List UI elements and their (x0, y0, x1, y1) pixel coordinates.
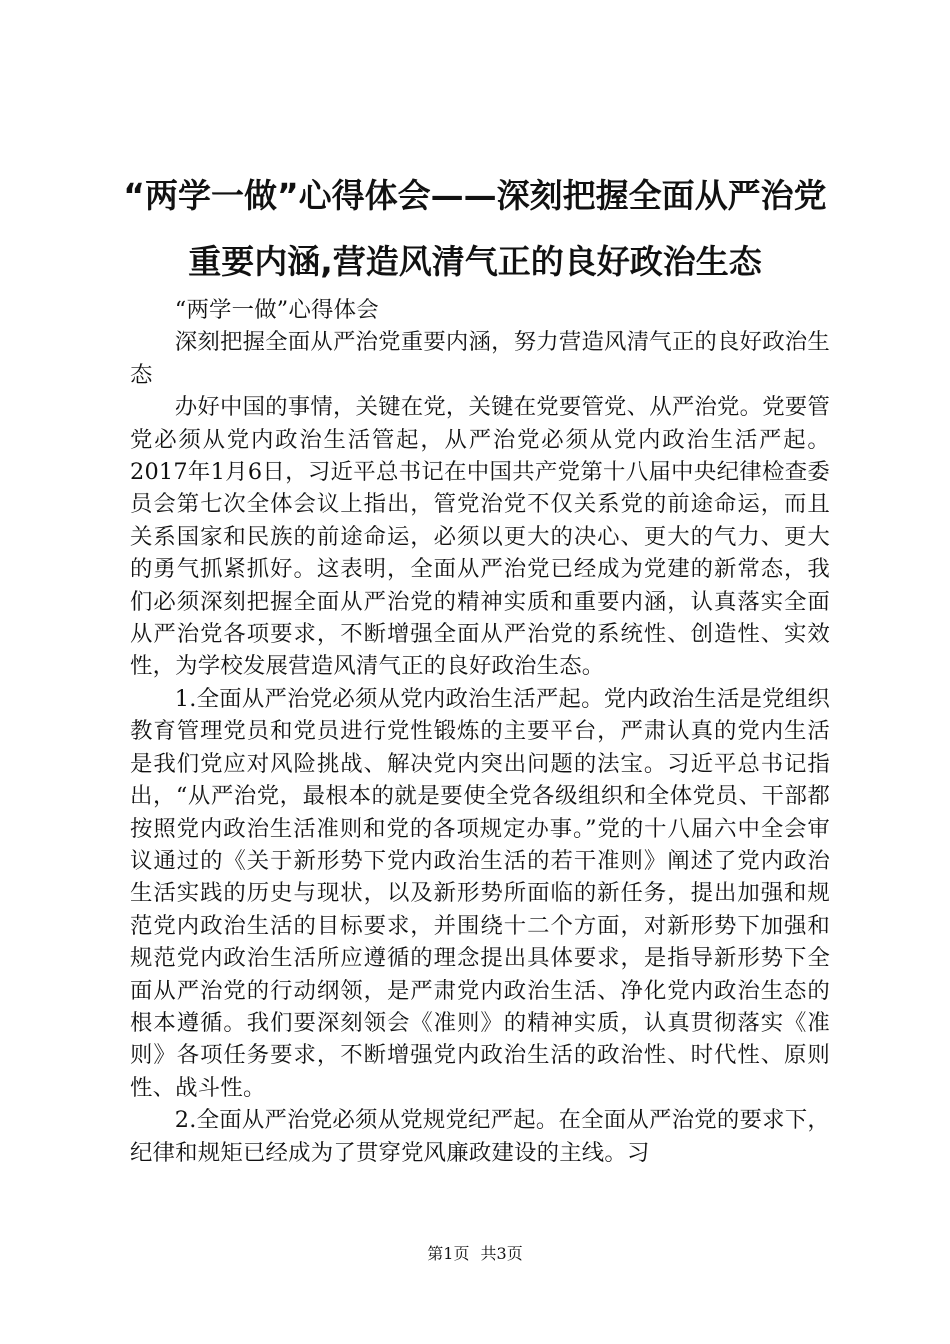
page-total: 共3页 (480, 1244, 523, 1263)
page-number: 第1页 (427, 1244, 470, 1263)
paragraph-intro: 办好中国的事情，关键在党，关键在党要管党、从严治党。党要管党必须从党内政治生活管起，从严治党必须从党内政治生活严起。2017年1月6日，习近平总书记在中国共产党第十八届中央纪律检查委员会第七次全体会议上指出，管党治党不仅关系党的前途命运，而且关系国家和民族的前途命运，必须以更大的决心、更大的气力、更大的勇气抓紧抓好。这表明，全面从严治党已经成为党建的新常态，我们必须深刻把握全面从严治党的精神实质和重要内涵，认真落实全面从严治党各项要求，不断增强全面从严治党的系统性、创造性、实效性，为学校发展营造风清气正的良好政治生态。 (130, 394, 830, 680)
document-title: “两学一做”心得体会——深刻把握全面从严治党重要内涵,营造风清气正的良好政治生态 (123, 176, 827, 281)
paragraph-point-2: 2.全面从严治党必须从党规党纪严起。在全面从严治党的要求下，纪律和规矩已经成为了贯穿党风廉政建设的主线。习 (130, 1107, 830, 1166)
paragraph-subtitle: 深刻把握全面从严治党重要内涵，努力营造风清气正的良好政治生态 (130, 329, 830, 388)
paragraph-heading: “两学一做”心得体会 (174, 297, 379, 323)
paragraph-point-1: 1.全面从严治党必须从党内政治生活严起。党内政治生活是党组织教育管理党员和党员进行党性锻炼的主要平台，严肃认真的党内生活是我们党应对风险挑战、解决党内突出问题的法宝。习近平总书记指出，“从严治党，最根本的就是要使全党各级组织和全体党员、干部都按照党内政治生活准则和党的各项规定办事。”党的十八届六中全会审议通过的《关于新形势下党内政治生活的若干准则》阐述了党内政治生活实践的历史与现状，以及新形势所面临的新任务，提出加强和规范党内政治生活的目标要求，并围绕十二个方面，对新形势下加强和规范党内政治生活所应遵循的理念提出具体要求，是指导新形势下全面从严治党的行动纲领，是严肃党内政治生活、净化党内政治生态的根本遵循。我们要深刻领会《准则》的精神实质，认真贯彻落实《准则》各项任务要求，不断增强党内政治生活的政治性、时代性、原则性、战斗性。 (130, 685, 830, 1101)
document-body (130, 294, 830, 1169)
page-footer (0, 1244, 950, 1264)
